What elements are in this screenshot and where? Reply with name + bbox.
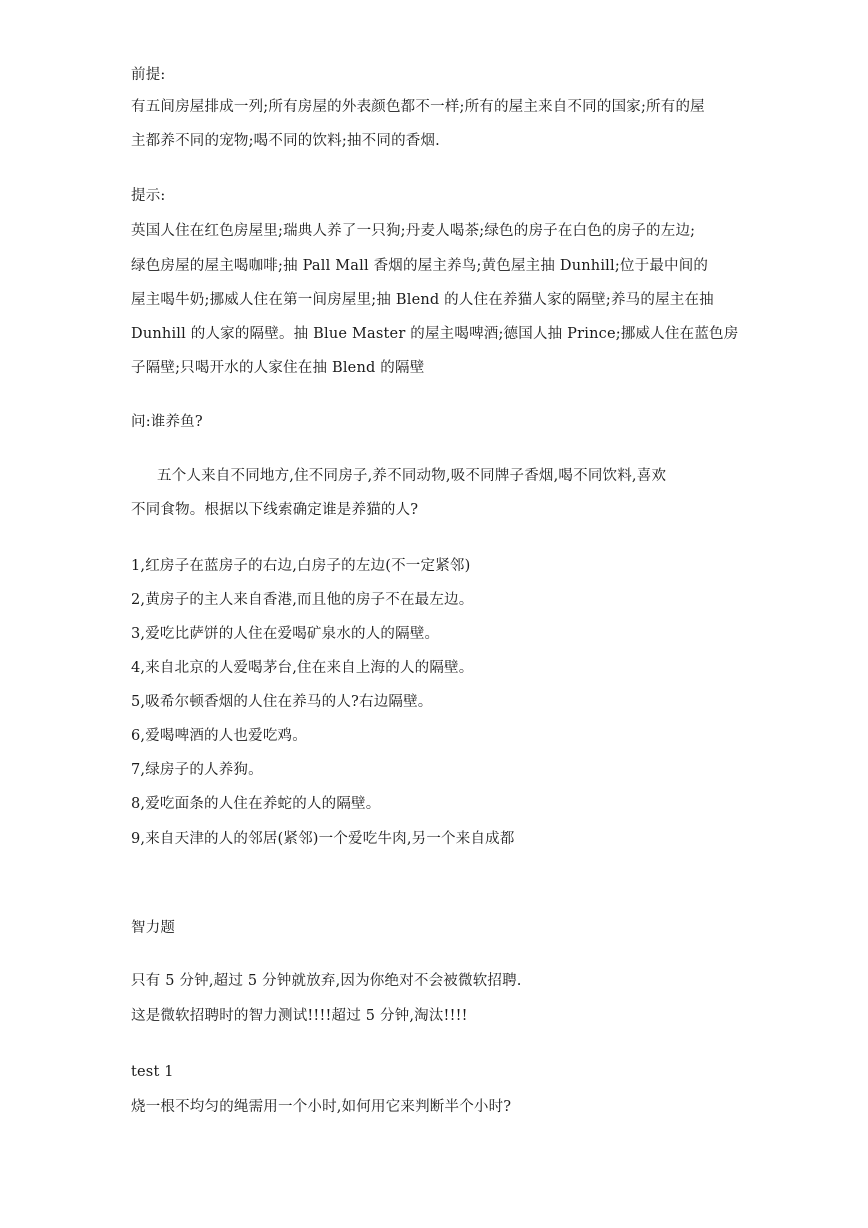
premise-heading: 前提: — [131, 67, 166, 83]
brainteaser-line: 这是微软招聘时的智力测试!!!!超过 5 分钟,淘汰!!!! — [131, 1008, 468, 1024]
hints-line: 绿色房屋的屋主喝咖啡;抽 Pall Mall 香烟的屋主养鸟;黄色屋主抽 Dunhill;位于最中间的 — [131, 258, 709, 274]
clue-item: 5,吸希尔顿香烟的人住在养马的人?右边隔壁。 — [131, 694, 433, 710]
hints-line: Dunhill 的人家的隔壁。抽 Blue Master 的屋主喝啤酒;德国人抽 Prince;挪威人住在蓝色房 — [131, 326, 739, 342]
brainteaser-line: 只有 5 分钟,超过 5 分钟就放弃,因为你绝对不会被微软招聘. — [131, 973, 522, 989]
clue-item: 6,爱喝啤酒的人也爱吃鸡。 — [131, 728, 307, 744]
clue-item: 1,红房子在蓝房子的右边,白房子的左边(不一定紧邻) — [131, 558, 471, 574]
puzzle-intro-line: 不同食物。根据以下线索确定谁是养猫的人? — [131, 502, 419, 518]
test-question: 烧一根不均匀的绳需用一个小时,如何用它来判断半个小时? — [131, 1099, 512, 1115]
premise-line: 主都养不同的宠物;喝不同的饮料;抽不同的香烟. — [131, 133, 440, 149]
test-label: test 1 — [131, 1064, 174, 1080]
hints-heading: 提示: — [131, 188, 166, 204]
premise-line: 有五间房屋排成一列;所有房屋的外表颜色都不一样;所有的屋主来自不同的国家;所有的屋 — [131, 99, 705, 115]
puzzle-intro-line: 五个人来自不同地方,住不同房子,养不同动物,吸不同牌子香烟,喝不同饮料,喜欢 — [157, 468, 667, 484]
clue-item: 4,来自北京的人爱喝茅台,住在来自上海的人的隔壁。 — [131, 660, 474, 676]
clue-item: 9,来自天津的人的邻居(紧邻)一个爱吃牛肉,另一个来自成都 — [131, 831, 515, 847]
clue-item: 7,绿房子的人养狗。 — [131, 762, 263, 778]
hints-line: 英国人住在红色房屋里;瑞典人养了一只狗;丹麦人喝茶;绿色的房子在白色的房子的左边; — [131, 223, 696, 239]
brainteaser-heading: 智力题 — [131, 920, 176, 936]
clue-item: 2,黄房子的主人来自香港,而且他的房子不在最左边。 — [131, 592, 474, 608]
hints-line: 屋主喝牛奶;挪威人住在第一间房屋里;抽 Blend 的人住在养猫人家的隔壁;养马的屋主在抽 — [131, 292, 714, 308]
clue-item: 8,爱吃面条的人住在养蛇的人的隔壁。 — [131, 796, 381, 812]
hints-line: 子隔壁;只喝开水的人家住在抽 Blend 的隔壁 — [131, 360, 425, 376]
clue-item: 3,爱吃比萨饼的人住在爱喝矿泉水的人的隔壁。 — [131, 626, 440, 642]
question: 问:谁养鱼? — [131, 414, 203, 430]
